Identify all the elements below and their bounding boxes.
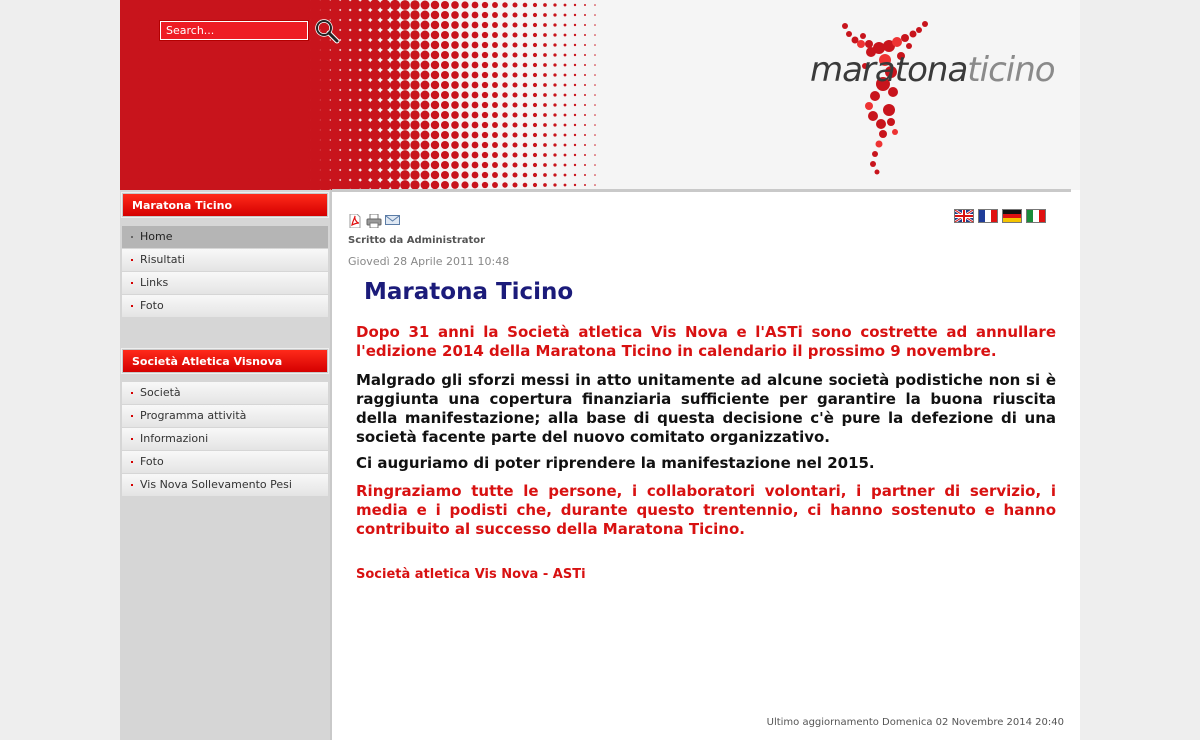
sidebar-item-label: Home [140, 230, 173, 243]
runner-figure-icon [805, 6, 1065, 186]
article-paragraph-3: Ci auguriamo di poter riprendere la manifestazione nel 2015. [356, 454, 875, 472]
article-paragraph-1: Dopo 31 anni la Società atletica Vis Nova e l'ASTi sono costrette ad annullare l'edizione 2014 della Maratona Ticino in calendario il prossimo 9 novembre. [356, 323, 1056, 360]
sidebar [120, 190, 330, 740]
sidebar-item-label: Foto [140, 299, 164, 312]
sidebar-module-title-visnova: Società Atletica Visnova [122, 349, 328, 373]
sidebar-item-label: Links [140, 276, 169, 289]
sidebar-module-title-maratona: Maratona Ticino [122, 193, 328, 217]
sidebar-item-label: Risultati [140, 253, 185, 266]
header-banner [120, 0, 1080, 190]
sidebar-item-informazioni[interactable] [122, 428, 328, 450]
sidebar-item-societa[interactable] [122, 382, 328, 404]
sidebar-menu-visnova [122, 382, 328, 497]
sidebar-item-label: Programma attività [140, 409, 247, 422]
sidebar-item-risultati[interactable] [122, 249, 328, 271]
bullet-icon [131, 392, 133, 394]
bullet-icon [131, 484, 133, 486]
article-author: Scritto da Administrator [348, 235, 486, 246]
search-icon[interactable] [314, 18, 340, 44]
sidebar-item-foto[interactable] [122, 295, 328, 317]
last-updated-text: Ultimo aggiornamento Domenica 02 Novembre 2014 20:40 [766, 717, 1064, 728]
sidebar-menu-maratona [122, 226, 328, 318]
bullet-icon [131, 259, 133, 261]
sidebar-item-sollevamento-pesi[interactable] [122, 474, 328, 496]
email-icon[interactable] [385, 214, 400, 226]
flag-uk-icon[interactable] [955, 210, 973, 222]
sidebar-item-label: Foto [140, 455, 164, 468]
flag-germany-icon[interactable] [1003, 210, 1021, 222]
article-paragraph-2: Malgrado gli sforzi messi in atto unitamente ad alcune società podistiche non si è raggiunta una copertura finanziaria sufficiente per garantire la buona riuscita della manifestazione; alla base di questa decisione c'è pure la defezione di una società facente parte del nuovo comitato organizzativo. [356, 371, 1056, 446]
article-paragraph-4: Ringraziamo tutte le persone, i collaboratori volontari, i partner di servizio, i media e i podisti che, durante questo trentennio, ci hanno sostenuto e hanno contribuito al successo della Maratona Ticino. [356, 482, 1056, 538]
page [120, 0, 1080, 740]
maratona-ticino-logo[interactable] [805, 6, 1065, 186]
sidebar-item-label: Società [140, 386, 181, 399]
sidebar-item-programma-attivita[interactable] [122, 405, 328, 427]
bullet-icon [131, 461, 133, 463]
sidebar-item-label: Vis Nova Sollevamento Pesi [140, 478, 292, 491]
sidebar-item-label: Informazioni [140, 432, 209, 445]
bullet-icon [131, 415, 133, 417]
article-date: Giovedì 28 Aprile 2011 10:48 [348, 255, 510, 268]
sidebar-item-links[interactable] [122, 272, 328, 294]
flag-italy-icon[interactable] [1027, 210, 1045, 222]
main-content [332, 192, 1080, 740]
bullet-icon [131, 438, 133, 440]
article-title: Maratona Ticino [364, 279, 574, 305]
search-input[interactable] [161, 22, 306, 39]
logo-text [810, 50, 1055, 90]
logo-text-maratona: maratona [810, 50, 968, 90]
bullet-icon [131, 305, 133, 307]
print-icon[interactable] [366, 214, 382, 228]
search-box[interactable] [160, 21, 308, 40]
sidebar-item-foto-visnova[interactable] [122, 451, 328, 473]
logo-text-ticino: ticino [967, 50, 1055, 90]
bullet-icon [131, 282, 133, 284]
flag-france-icon[interactable] [979, 210, 997, 222]
sidebar-item-home[interactable] [122, 226, 328, 248]
pdf-icon[interactable] [348, 214, 362, 228]
article-signature: Società atletica Vis Nova - ASTi [356, 567, 586, 582]
bullet-icon [131, 236, 133, 238]
